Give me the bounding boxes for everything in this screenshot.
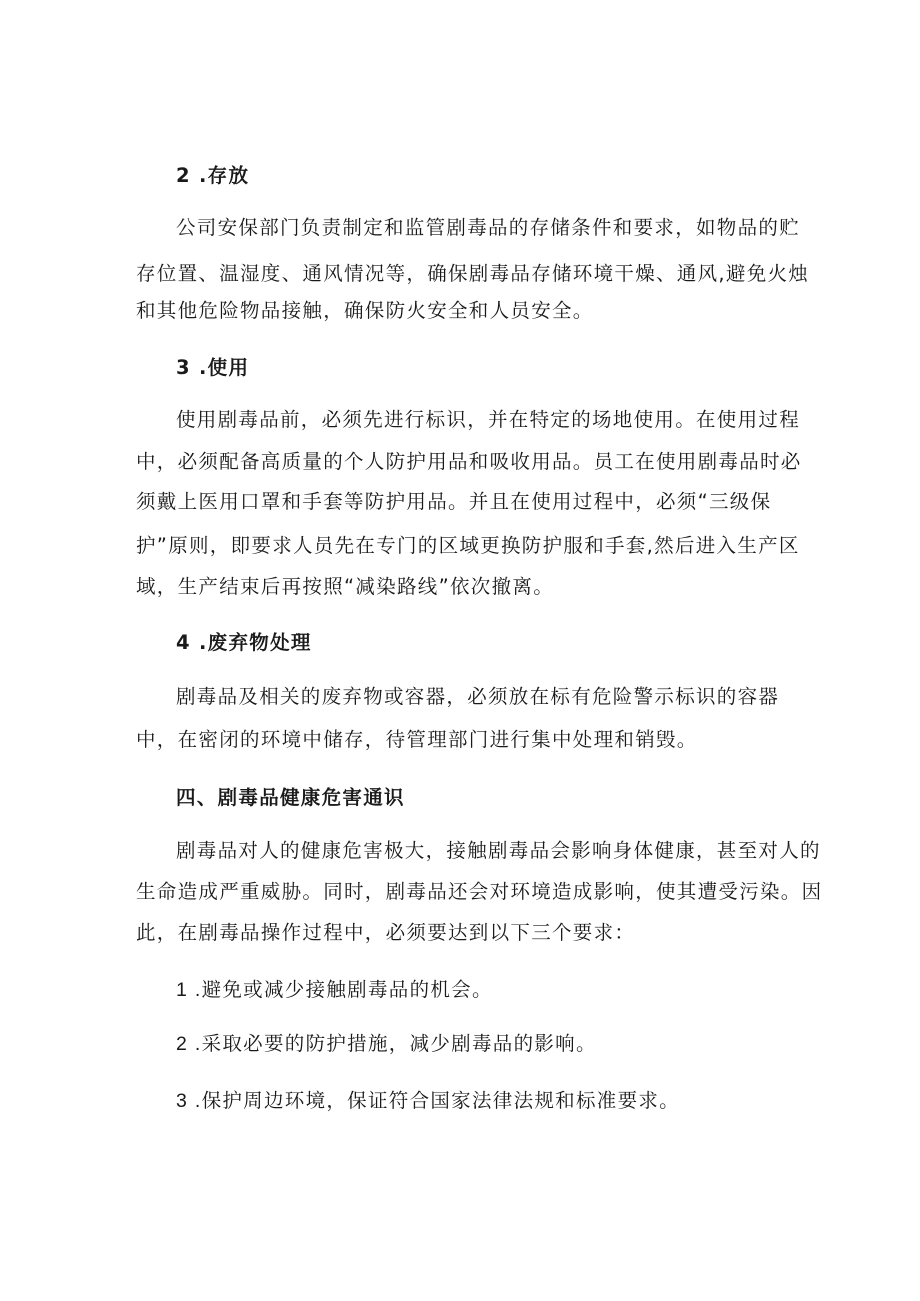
paragraph-line: 须戴上医用口罩和手套等防护用品。并且在使用过程中，必须“三级保 — [136, 490, 772, 513]
paragraph-line: 剧毒品对人的健康危害极大，接触剧毒品会影响身体健康，甚至对人的 — [176, 839, 821, 862]
paragraph-line: 护”原则，即要求人员先在专门的区域更换防护服和手套,然后进入生产区 — [136, 534, 800, 557]
list-item: 1 .避免或减少接触剧毒品的机会。 — [176, 979, 493, 1001]
paragraph-line: 域，生产结束后再按照“减染路线”依次撤离。 — [136, 575, 555, 598]
list-item: 2 .采取必要的防护措施，减少剧毒品的影响。 — [176, 1033, 597, 1055]
paragraph-line: 公司安保部门负责制定和监管剧毒品的存储条件和要求，如物品的贮 — [176, 216, 801, 239]
paragraph-line: 使用剧毒品前，必须先进行标识，并在特定的场地使用。在使用过程 — [176, 408, 801, 431]
paragraph-line: 生命造成严重威胁。同时，剧毒品还会对环境造成影响，使其遭受污染。因 — [136, 880, 823, 903]
paragraph-line: 和其他危险物品接触，确保防火安全和人员安全。 — [136, 299, 594, 322]
list-item: 3 .保护周边环境，保证符合国家法律法规和标准要求。 — [176, 1090, 680, 1112]
paragraph-line: 中，必须配备高质量的个人防护用品和吸收用品。员工在使用剧毒品时必 — [136, 450, 802, 473]
section-heading-usage: 3 .使用 — [176, 356, 250, 379]
section-heading-hazard: 四、剧毒品健康危害通识 — [176, 786, 405, 809]
paragraph-line: 存位置、温湿度、通风情况等，确保剧毒品存储环境干燥、通风,避免火烛 — [136, 262, 810, 285]
section-heading-waste: 4 .废弃物处理 — [176, 631, 312, 654]
paragraph-line: 中，在密闭的环境中储存，待管理部门进行集中处理和销毁。 — [136, 728, 698, 751]
paragraph-line: 此，在剧毒品操作过程中，必须要达到以下三个要求： — [136, 921, 636, 944]
section-heading-storage: 2 .存放 — [176, 164, 250, 187]
paragraph-line: 剧毒品及相关的废弃物或容器，必须放在标有危险警示标识的容器 — [176, 685, 780, 708]
